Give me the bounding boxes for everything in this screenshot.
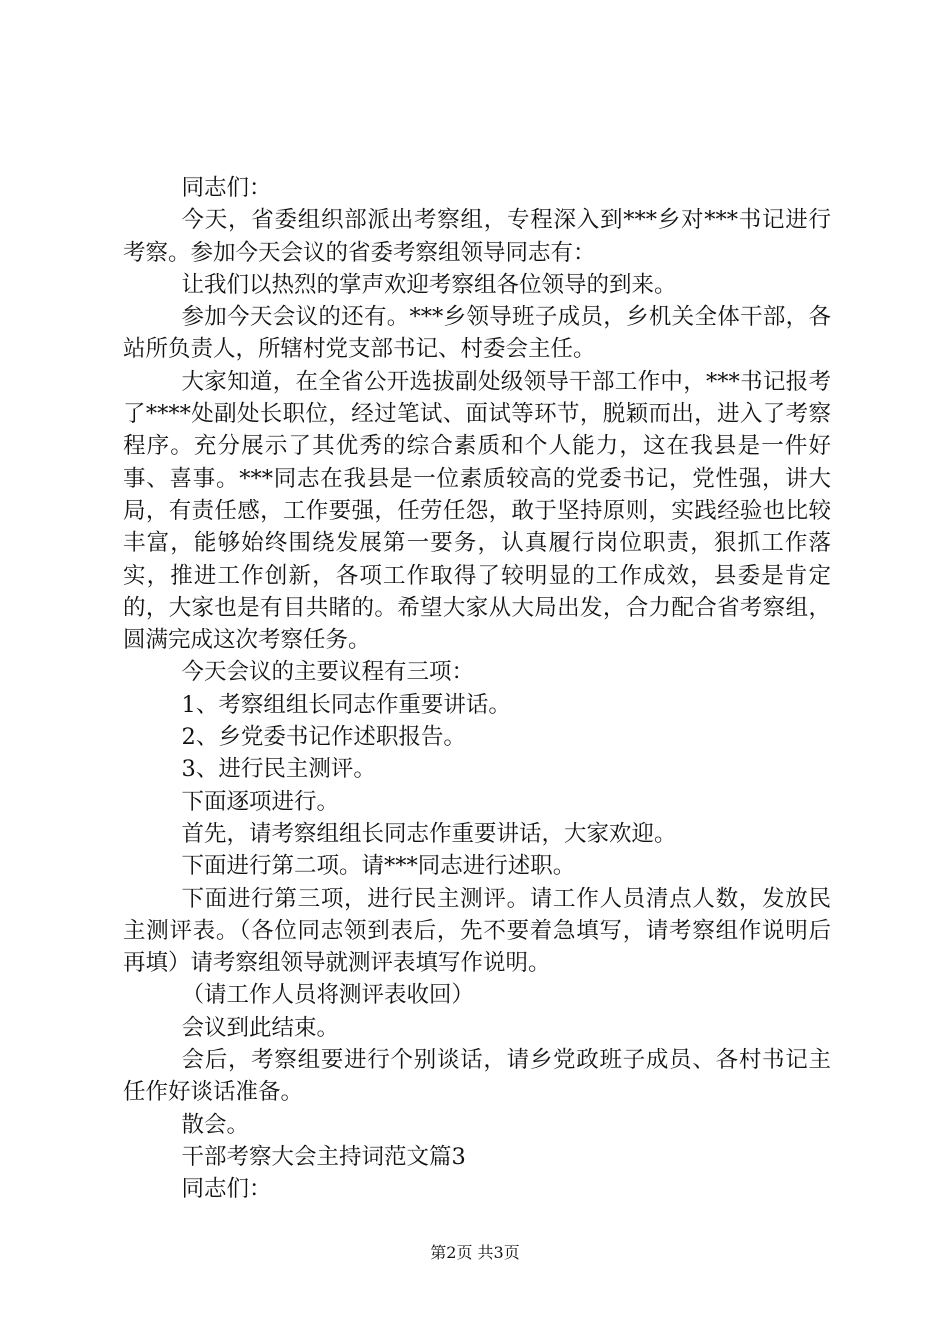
paragraph: 大家知道，在全省公开选拔副处级领导干部工作中，***书记报考了****处副处长职位，经过笔试、面试等环节，脱颖而出，进入了考察程序。充分展示了其优秀的综合素质和个人能力，这在我县是一件好事、喜事。***同志在我县是一位素质较高的党委书记，党性强，讲大局，有责任感，工作要强，任劳任怨，敢于坚持原则，实践经验也比较丰富，能够始终围绕发展第一要务，认真履行岗位职责，狠抓工作落实，推进工作创新，各项工作取得了较明显的工作成效，县委是肯定的，大家也是有目共睹的。希望大家从大局出发，合力配合省考察组，圆满完成这次考察任务。 xyxy=(123,368,831,654)
paragraph: 让我们以热烈的掌声欢迎考察组各位领导的到来。 xyxy=(181,271,677,298)
paragraph: 首先，请考察组组长同志作重要讲话，大家欢迎。 xyxy=(181,820,677,847)
paragraph: 下面逐项进行。 xyxy=(181,788,340,815)
agenda-item: 2、乡党委书记作述职报告。 xyxy=(181,724,466,751)
paragraph: 下面进行第二项。请***同志进行述职。 xyxy=(181,853,576,880)
paragraph: 会议到此结束。 xyxy=(181,1014,340,1041)
paragraph: 同志们： xyxy=(181,1176,272,1203)
paragraph: 同志们： xyxy=(181,175,272,201)
document-body xyxy=(123,172,831,1206)
paragraph: 参加今天会议的还有。***乡领导班子成员，乡机关全体干部，各站所负责人，所辖村党支部书记、村委会主任。 xyxy=(123,304,831,363)
paragraph: 会后，考察组要进行个别谈话，请乡党政班子成员、各村书记主任作好谈话准备。 xyxy=(123,1047,831,1106)
paragraph: （请工作人员将测评表收回） xyxy=(181,982,475,1009)
agenda-item: 1、考察组组长同志作重要讲话。 xyxy=(181,691,511,718)
page-number-footer: 第2页 共3页 xyxy=(430,1243,520,1262)
agenda-item: 3、进行民主测评。 xyxy=(181,756,376,783)
paragraph: 今天会议的主要议程有三项： xyxy=(181,659,475,686)
section-heading: 干部考察大会主持词范文篇3 xyxy=(181,1143,466,1170)
paragraph: 今天，省委组织部派出考察组，专程深入到***乡对***书记进行考察。参加今天会议的省委考察组领导同志有： xyxy=(123,207,831,266)
paragraph: 散会。 xyxy=(181,1111,250,1138)
paragraph: 下面进行第三项，进行民主测评。请工作人员清点人数，发放民主测评表。（各位同志领到表后，先不要着急填写，请考察组作说明后再填）请考察组领导就测评表填写作说明。 xyxy=(123,885,831,977)
